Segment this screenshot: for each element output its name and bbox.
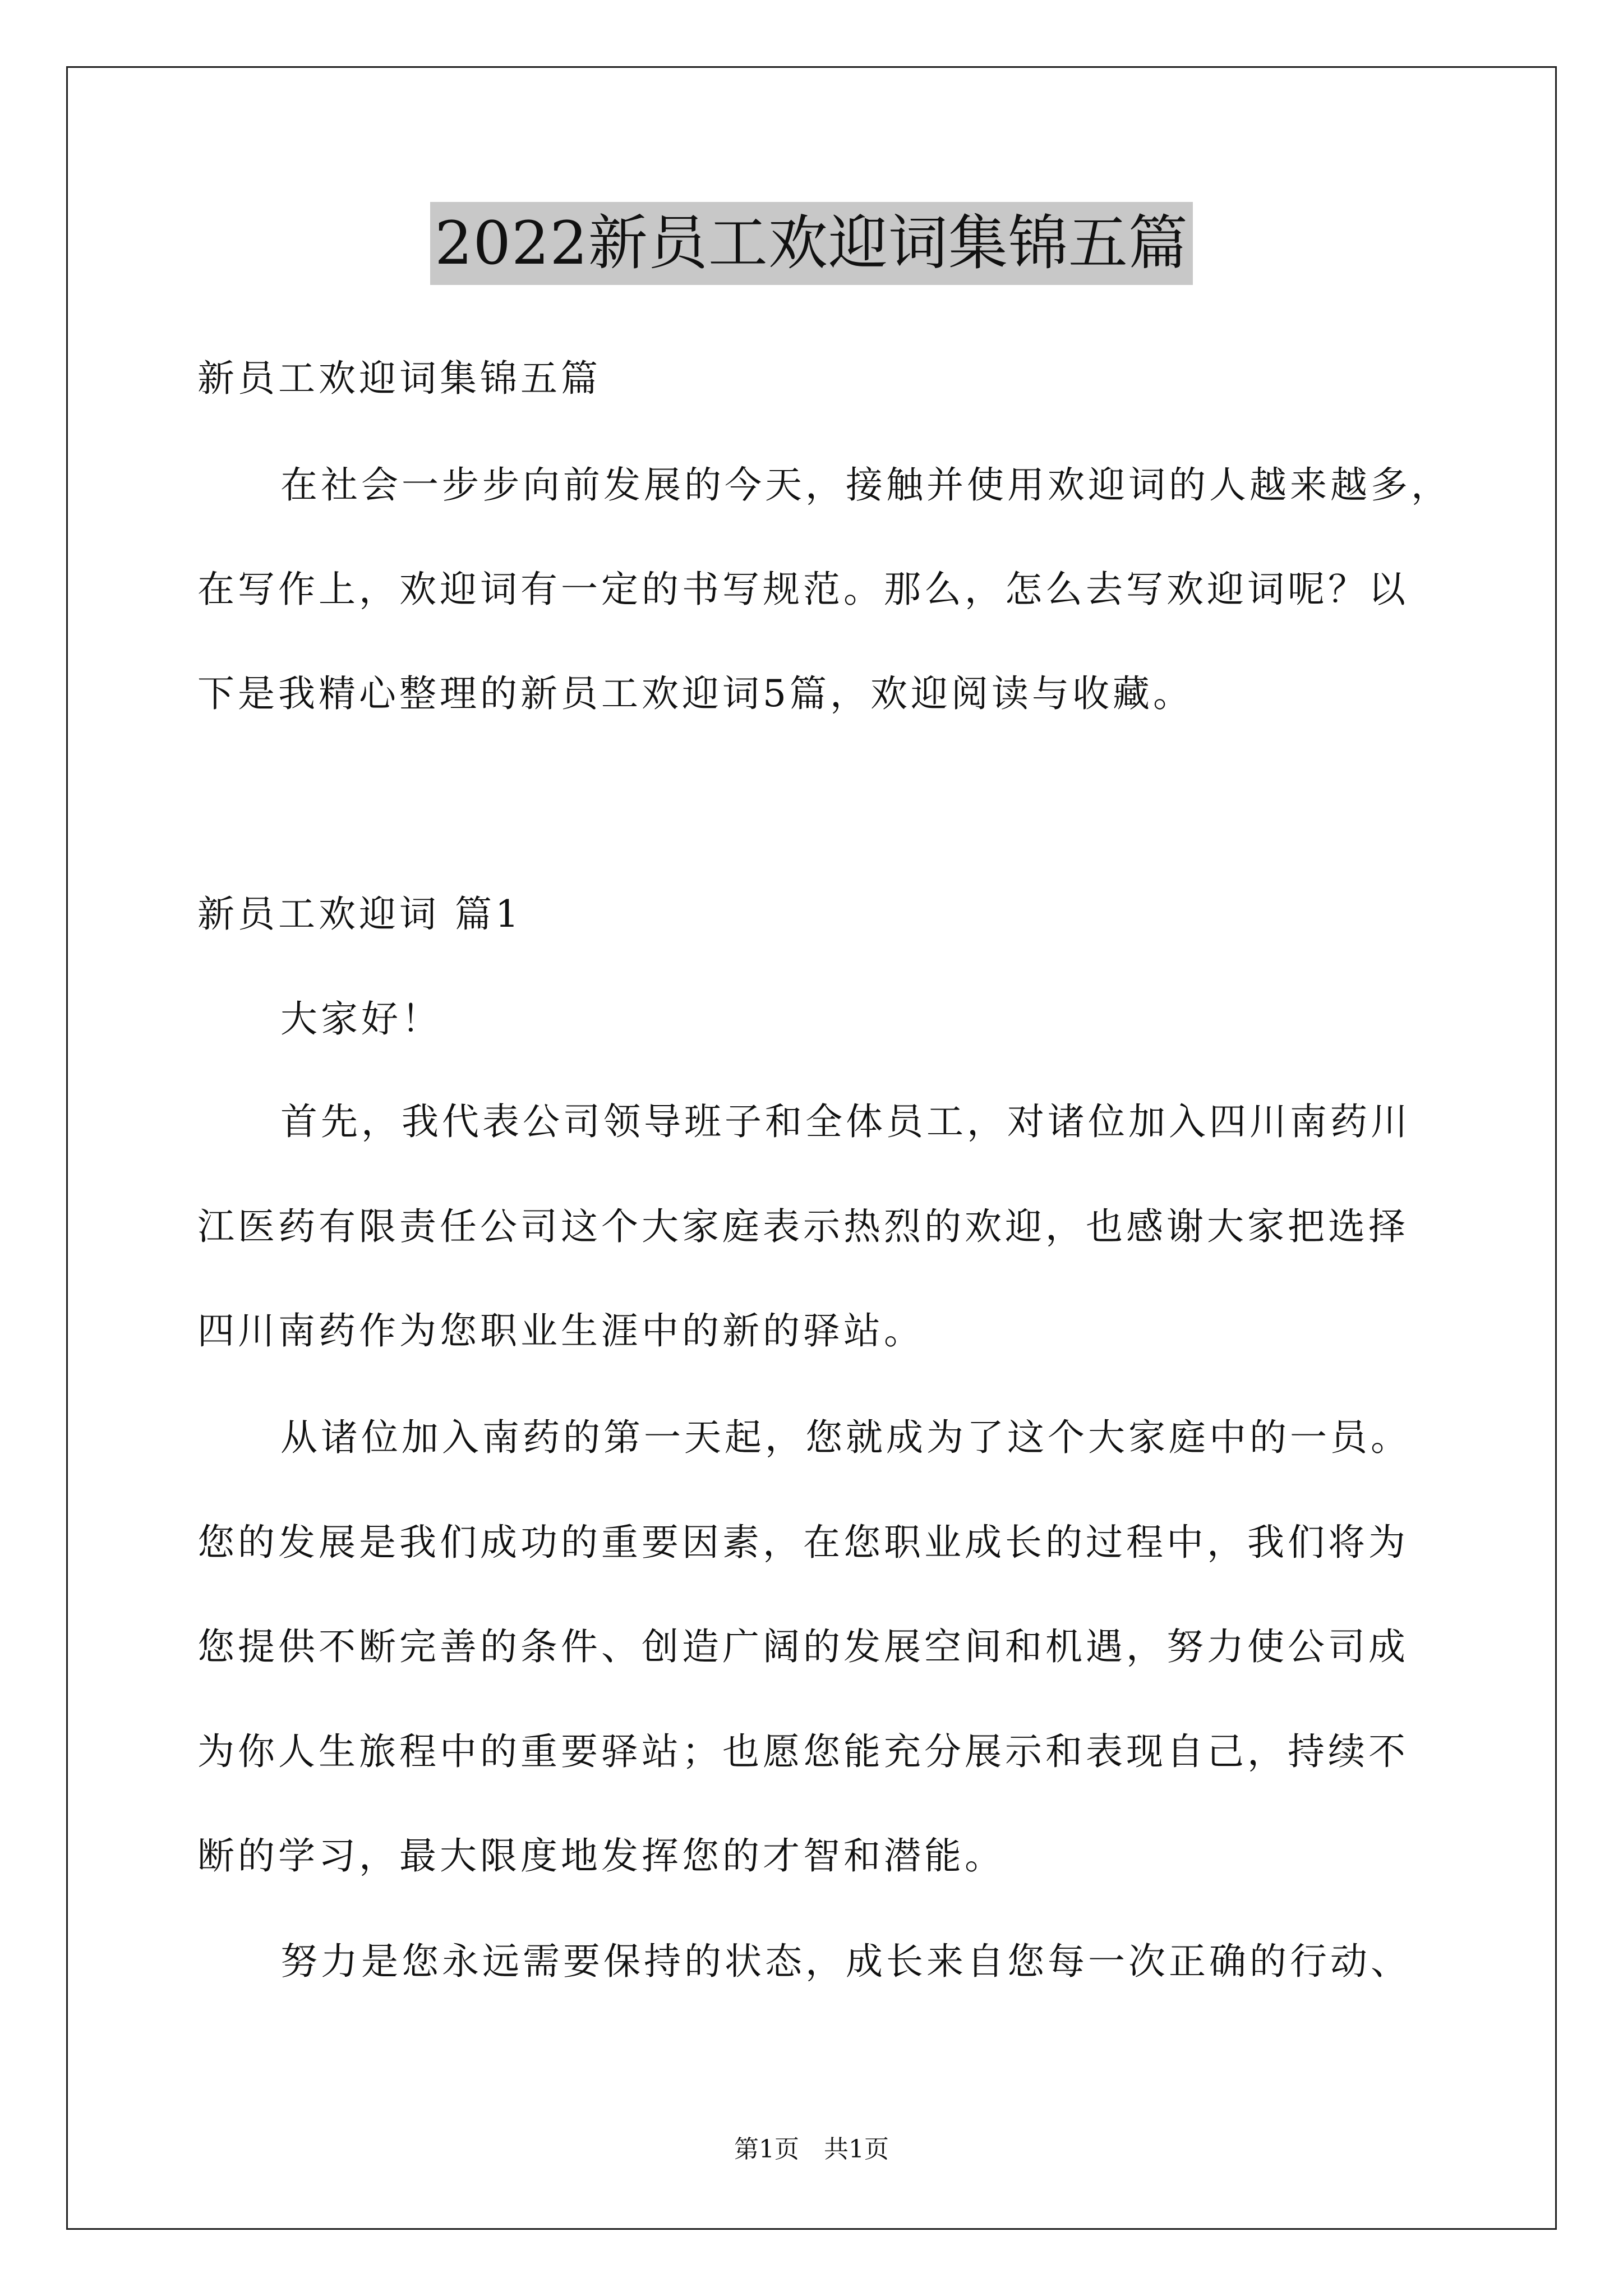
paragraph-1-line-2: 江医药有限责任公司这个大家庭表示热烈的欢迎，也感谢大家把选择: [197, 1205, 1409, 1248]
paragraph-2-line-3: 您提供不断完善的条件、创造广阔的发展空间和机遇，努力使公司成: [197, 1625, 1409, 1668]
intro-line-3: 下是我精心整理的新员工欢迎词5篇，欢迎阅读与收藏。: [197, 672, 1193, 715]
paragraph-1-line-1: 首先，我代表公司领导班子和全体员工，对诸位加入四川南药川: [280, 1100, 1411, 1143]
paragraph-2-line-2: 您的发展是我们成功的重要因素，在您职业成长的过程中，我们将为: [197, 1521, 1409, 1564]
title-container: [0, 202, 1623, 285]
paragraph-1-line-3: 四川南药作为您职业生涯中的新的驿站。: [197, 1309, 924, 1352]
paragraph-3-line-1: 努力是您永远需要保持的状态，成长来自您每一次正确的行动、: [280, 1940, 1411, 1983]
document-title: 2022新员工欢迎词集锦五篇: [430, 202, 1193, 285]
intro-line-2: 在写作上，欢迎词有一定的书写规范。那么，怎么去写欢迎词呢？以: [197, 568, 1409, 611]
page-number: 第1页 共1页: [734, 2135, 889, 2164]
intro-line-1: 在社会一步步向前发展的今天，接触并使用欢迎词的人越来越多，: [280, 463, 1451, 507]
section-heading: 新员工欢迎词 篇1: [197, 892, 522, 936]
paragraph-2-line-4: 为你人生旅程中的重要驿站；也愿您能充分展示和表现自己，持续不: [197, 1730, 1409, 1773]
page-footer: [0, 2133, 1623, 2166]
subtitle-line: 新员工欢迎词集锦五篇: [197, 357, 601, 400]
paragraph-2-line-1: 从诸位加入南药的第一天起，您就成为了这个大家庭中的一员。: [280, 1416, 1411, 1459]
greeting-line: 大家好！: [280, 997, 442, 1041]
paragraph-2-line-5: 断的学习，最大限度地发挥您的才智和潜能。: [197, 1834, 1005, 1878]
